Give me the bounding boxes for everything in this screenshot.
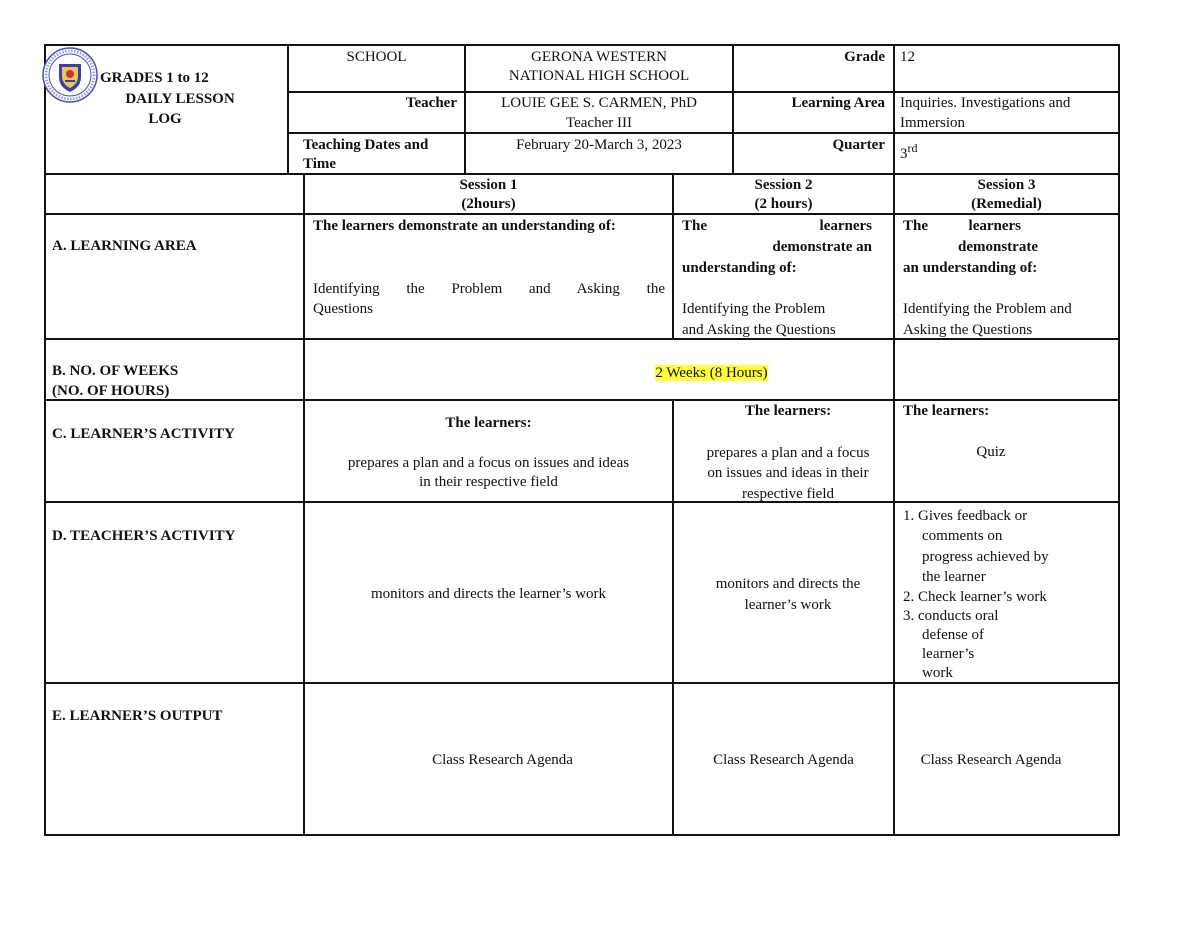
grid-line [44,834,1120,836]
grade-label: Grade [844,49,885,65]
dates-label-line-2: Time [303,156,337,172]
session-2-title: Session 2 [754,177,813,193]
row-c-s2-text-line-3: respective field [741,486,835,502]
row-b-label-line-2: (NO. OF HOURS) [52,383,170,399]
row-c-s2-text-line-1: prepares a plan and a focus [706,445,870,461]
row-a-s1-text-line-2: Questions [313,301,373,317]
row-a-s2-heading-line-3: understanding of: [682,260,797,276]
row-a-s2-text-line-1: Identifying the Problem [682,301,826,317]
row-c-s3-text: Quiz [976,444,1006,460]
row-d-s3-item-3-line-1: 3. conducts oral [903,608,999,624]
row-a-s2-heading-line-1: The learners [682,218,872,234]
grid-line [44,44,1120,46]
teacher-value-line-1: LOUIE GEE S. CARMEN, PhD [501,95,697,111]
row-d-s3-item-1-line-1: 1. Gives feedback or [903,508,1028,524]
grid-line [44,501,1120,503]
row-a-s3-heading-line-1: The learners [903,218,1021,234]
row-d-s3-item-1-line-2: comments on [922,528,1003,544]
row-a-label: A. LEARNING AREA [52,238,197,254]
teacher-label: Teacher [405,95,457,111]
grid-line [44,44,46,836]
quarter-value [900,138,918,164]
row-c-label: C. LEARNER’S ACTIVITY [52,426,235,442]
row-d-s2-text-line-2: learner’s work [744,597,832,613]
quarter-number: 3 [900,146,908,162]
learning-area-label: Learning Area [791,95,885,111]
header-title-line-1: GRADES 1 to 12 [100,70,209,86]
row-a-s3-heading-line-2: demonstrate [958,239,1038,255]
session-3-title: Session 3 [977,177,1036,193]
row-e-s2-text: Class Research Agenda [713,752,854,768]
row-a-s3-heading-line-3: an understanding of: [903,260,1038,276]
dates-value: February 20-March 3, 2023 [516,137,682,153]
row-b-label-line-1: B. NO. OF WEEKS [52,363,179,379]
teacher-value-line-2: Teacher III [566,115,632,131]
row-a-s1-text-line-1: Identifying the Problem and Asking the [313,281,665,297]
row-c-s2-heading: The learners: [744,403,832,419]
row-d-s3-item-3-line-2: defense of [922,627,985,643]
school-value-line-1: GERONA WESTERN [531,49,667,65]
row-e-label: E. LEARNER’S OUTPUT [52,708,223,724]
learning-area-value-line-2: Immersion [900,115,965,131]
row-d-s2-text-line-1: monitors and directs the [715,576,861,592]
row-d-s3-item-1-line-3: progress achieved by [922,549,1049,565]
grid-line [1118,44,1120,836]
grid-line [893,173,895,836]
session-1-title: Session 1 [459,177,518,193]
grid-line [893,44,895,174]
school-label: SCHOOL [346,49,407,65]
row-b-value-cell [305,363,1118,383]
row-a-s3-text-line-2: Asking the Questions [903,322,1033,338]
grid-line [44,682,1120,684]
row-d-s3-item-2: 2. Check learner’s work [903,589,1047,605]
quarter-label: Quarter [832,137,885,153]
row-d-label: D. TEACHER’S ACTIVITY [52,528,236,544]
row-c-s1-heading: The learners: [445,415,532,431]
dates-label-line-1: Teaching Dates and [303,137,429,153]
row-a-s3-text-line-1: Identifying the Problem and [903,301,1072,317]
grade-value: 12 [900,49,915,65]
learning-area-value-line-1: Inquiries. Investigations and [900,95,1071,111]
row-c-s1-text-line-2: in their respective field [419,474,558,490]
row-a-s2-heading-line-2: demonstrate an [772,239,872,255]
session-2-sub: (2 hours) [754,196,813,212]
school-value-line-2: NATIONAL HIGH SCHOOL [508,68,690,84]
row-e-s1-text: Class Research Agenda [432,752,573,768]
session-3-sub: (Remedial) [971,196,1042,212]
header-title-line-3: LOG [148,111,182,127]
row-d-s3-item-3-line-4: work [922,665,953,681]
header-title-line-2: DAILY LESSON [125,91,235,107]
row-a-s1-heading: The learners demonstrate an understanding of: [313,218,616,234]
quarter-suffix: rd [907,141,918,155]
row-d-s3-item-1-line-4: the learner [922,569,986,585]
grid-line [303,173,305,836]
row-c-s1-text-line-1: prepares a plan and a focus on issues and ideas [347,455,630,471]
row-d-s3-item-3-line-3: learner’s [922,646,975,662]
row-d-s1-text: monitors and directs the learner’s work [370,586,607,602]
row-e-s3-text: Class Research Agenda [920,752,1062,768]
session-1-sub: (2hours) [461,196,516,212]
row-c-s2-text-line-2: on issues and ideas in their [707,465,869,481]
row-b-value: 2 Weeks (8 Hours) [655,365,768,381]
row-c-s3-heading: The learners: [903,403,990,419]
row-a-s2-text-line-2: and Asking the Questions [682,322,836,338]
